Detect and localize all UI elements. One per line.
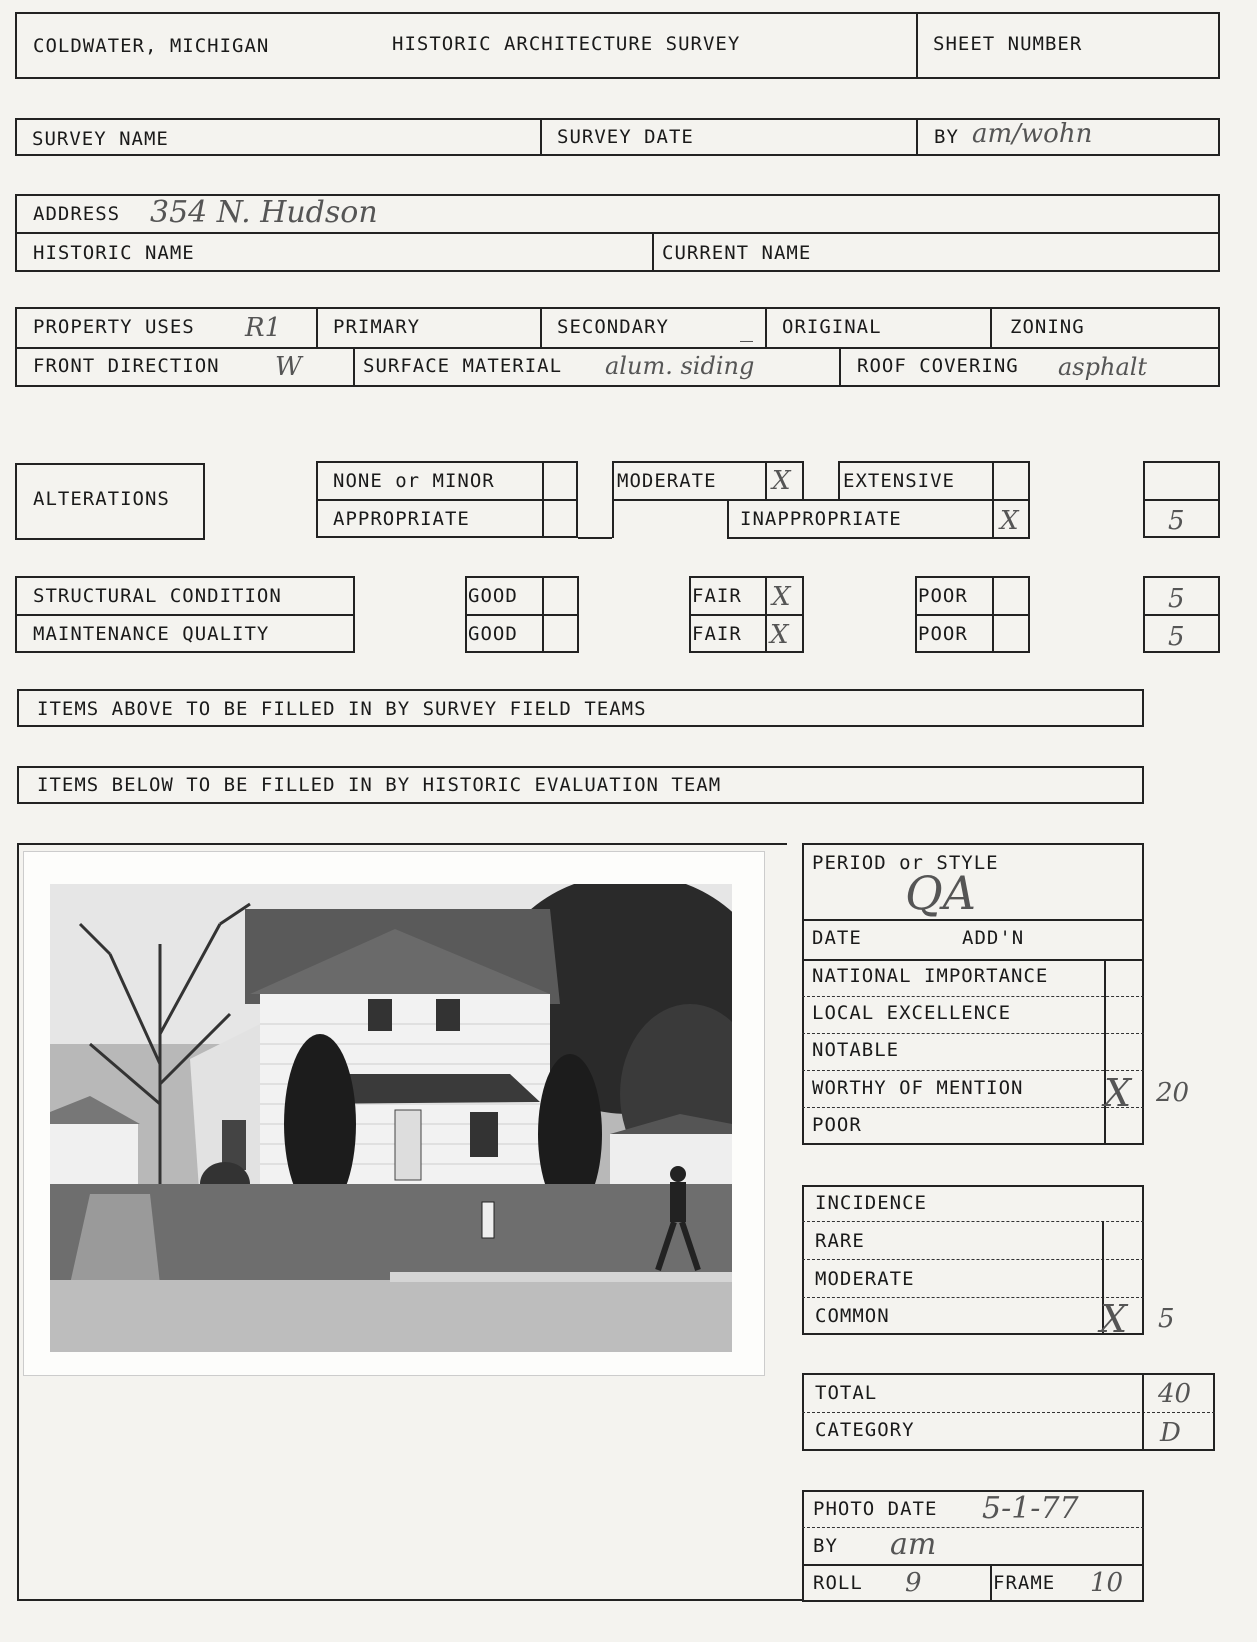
moderate-lower-left [612, 499, 614, 538]
photo-info-roll-divider [990, 1564, 992, 1602]
none-minor-divider [316, 499, 578, 501]
condition-label-divider [15, 614, 355, 616]
photo-date-label: PHOTO DATE [813, 1498, 938, 1520]
category-value: D [1160, 1418, 1181, 1448]
eval-line-poor [802, 1107, 1144, 1108]
items-above-note: ITEMS ABOVE TO BE FILLED IN BY SURVEY FIELD TEAMS [37, 698, 647, 720]
rare-label: RARE [815, 1230, 865, 1252]
none-minor-check-divider [542, 461, 544, 538]
extensive-label: EXTENSIVE [843, 470, 955, 492]
property-div-3 [765, 307, 767, 347]
property-div-5 [353, 347, 355, 387]
photo-by-label: BY [813, 1535, 838, 1557]
total-label: TOTAL [815, 1382, 878, 1404]
photo-by-value: am [890, 1527, 937, 1562]
address-divider-v [652, 232, 654, 272]
frame-label: FRAME [993, 1572, 1056, 1594]
local-excellence-label: LOCAL EXCELLENCE [812, 1002, 1012, 1024]
national-importance-label: NATIONAL IMPORTANCE [812, 965, 1049, 987]
condition-score-divider [1143, 614, 1220, 616]
eval-line-notable [802, 1033, 1144, 1034]
original-label: ORIGINAL [782, 316, 882, 338]
maintenance-score: 5 [1168, 622, 1185, 652]
address-divider-h [15, 232, 1220, 234]
structural-score: 5 [1168, 584, 1185, 614]
eval-line-worthy [802, 1070, 1144, 1071]
photo-frame-left [17, 843, 19, 1600]
poor-maintenance-label: POOR [918, 623, 968, 645]
property-div-2 [540, 307, 542, 347]
surface-material-label: SURFACE MATERIAL [363, 355, 563, 377]
front-direction-value: W [275, 352, 302, 382]
sheet-number-label: SHEET NUMBER [933, 33, 1083, 55]
incidence-label: INCIDENCE [815, 1192, 927, 1214]
alterations-score: 5 [1168, 506, 1185, 536]
front-direction-label: FRONT DIRECTION [33, 355, 220, 377]
property-uses-label: PROPERTY USES [33, 316, 195, 338]
worthy-score: 20 [1156, 1078, 1190, 1108]
inappropriate-mark: X [1000, 506, 1019, 536]
period-style-value: QA [905, 866, 976, 920]
fair-structural-label: FAIR [692, 585, 742, 607]
maintenance-quality-label: MAINTENANCE QUALITY [33, 623, 270, 645]
photo-frame-top [17, 843, 787, 845]
property-div-4 [990, 307, 992, 347]
alterations-score-divider [1143, 499, 1220, 501]
survey-divider-2 [916, 118, 918, 156]
total-divider [802, 1412, 1215, 1413]
common-label: COMMON [815, 1305, 890, 1327]
structural-condition-label: STRUCTURAL CONDITION [33, 585, 282, 607]
fair-divider [689, 614, 804, 616]
moderate-label: MODERATE [617, 470, 717, 492]
good-divider [465, 614, 579, 616]
eval-score-divider [1104, 959, 1106, 1145]
period-style-label: PERIOD or STYLE [812, 852, 999, 874]
inc-line-moderate [802, 1259, 1144, 1260]
none-minor-label: NONE or MINOR [333, 470, 495, 492]
primary-label: PRIMARY [333, 316, 421, 338]
photo-frame-bottom [17, 1599, 802, 1601]
roll-label: ROLL [813, 1572, 863, 1594]
photo-info-line-2 [802, 1564, 1144, 1566]
items-below-note: ITEMS BELOW TO BE FILLED IN BY HISTORIC EVALUATION TEAM [37, 774, 722, 796]
historic-name-label: HISTORIC NAME [33, 242, 195, 264]
evaluation-poor-label: POOR [812, 1114, 862, 1136]
survey-by-label: BY [934, 126, 959, 148]
survey-by-value: am/wohn [972, 119, 1093, 149]
appropriate-label: APPROPRIATE [333, 508, 470, 530]
poor-structural-label: POOR [918, 585, 968, 607]
current-name-label: CURRENT NAME [662, 242, 812, 264]
total-value: 40 [1158, 1379, 1192, 1409]
roof-covering-value: asphalt [1058, 353, 1148, 381]
address-label: ADDRESS [33, 203, 121, 225]
alterations-label: ALTERATIONS [33, 488, 170, 510]
inc-line-rare [802, 1221, 1144, 1222]
worthy-of-mention-label: WORTHY OF MENTION [812, 1077, 1024, 1099]
structural-mark: X [772, 582, 791, 612]
moderate-mark: X [772, 466, 791, 496]
address-value: 354 N. Hudson [150, 195, 378, 230]
zoning-label: ZONING [1010, 316, 1085, 338]
good-structural-label: GOOD [468, 585, 518, 607]
property-uses-value: R1 [245, 313, 282, 343]
house-photograph [50, 884, 732, 1352]
survey-date-label: SURVEY DATE [557, 126, 694, 148]
property-div-6 [839, 347, 841, 387]
secondary-value: _ [740, 313, 753, 343]
photo-date-value: 5-1-77 [982, 1491, 1079, 1526]
good-check-divider [542, 576, 544, 653]
surface-material-value: alum. siding [605, 352, 755, 380]
total-score-divider [1142, 1373, 1144, 1451]
notable-label: NOTABLE [812, 1039, 900, 1061]
good-maintenance-label: GOOD [468, 623, 518, 645]
maintenance-mark: X [770, 620, 789, 650]
roll-value: 9 [905, 1568, 922, 1598]
survey-name-label: SURVEY NAME [32, 128, 169, 150]
worthy-mark: X [1104, 1071, 1132, 1115]
survey-title: HISTORIC ARCHITECTURE SURVEY [392, 33, 741, 55]
poor-divider [915, 614, 1030, 616]
property-divider-h [15, 347, 1220, 349]
photo-info-line-1 [802, 1527, 1144, 1528]
header-divider [916, 12, 918, 79]
addn-label: ADD'N [962, 927, 1025, 949]
secondary-label: SECONDARY [557, 316, 669, 338]
eval-line-local [802, 996, 1144, 997]
property-div-1 [316, 307, 318, 347]
moderate-bottom [578, 537, 612, 539]
category-label: CATEGORY [815, 1419, 915, 1441]
inappropriate-label: INAPPROPRIATE [740, 508, 902, 530]
roof-covering-label: ROOF COVERING [857, 355, 1019, 377]
poor-check-divider [992, 576, 994, 653]
moderate-check-divider [765, 461, 767, 501]
survey-divider-1 [540, 118, 542, 156]
fair-maintenance-label: FAIR [692, 623, 742, 645]
incidence-moderate-label: MODERATE [815, 1268, 915, 1290]
frame-value: 10 [1090, 1568, 1124, 1598]
date-label: DATE [812, 927, 862, 949]
fair-check-divider [765, 576, 767, 653]
city-label: COLDWATER, MICHIGAN [33, 35, 270, 57]
eval-line-national [802, 959, 1144, 961]
common-mark: X [1100, 1297, 1128, 1341]
inc-line-common [802, 1297, 1144, 1298]
common-score: 5 [1158, 1304, 1175, 1334]
